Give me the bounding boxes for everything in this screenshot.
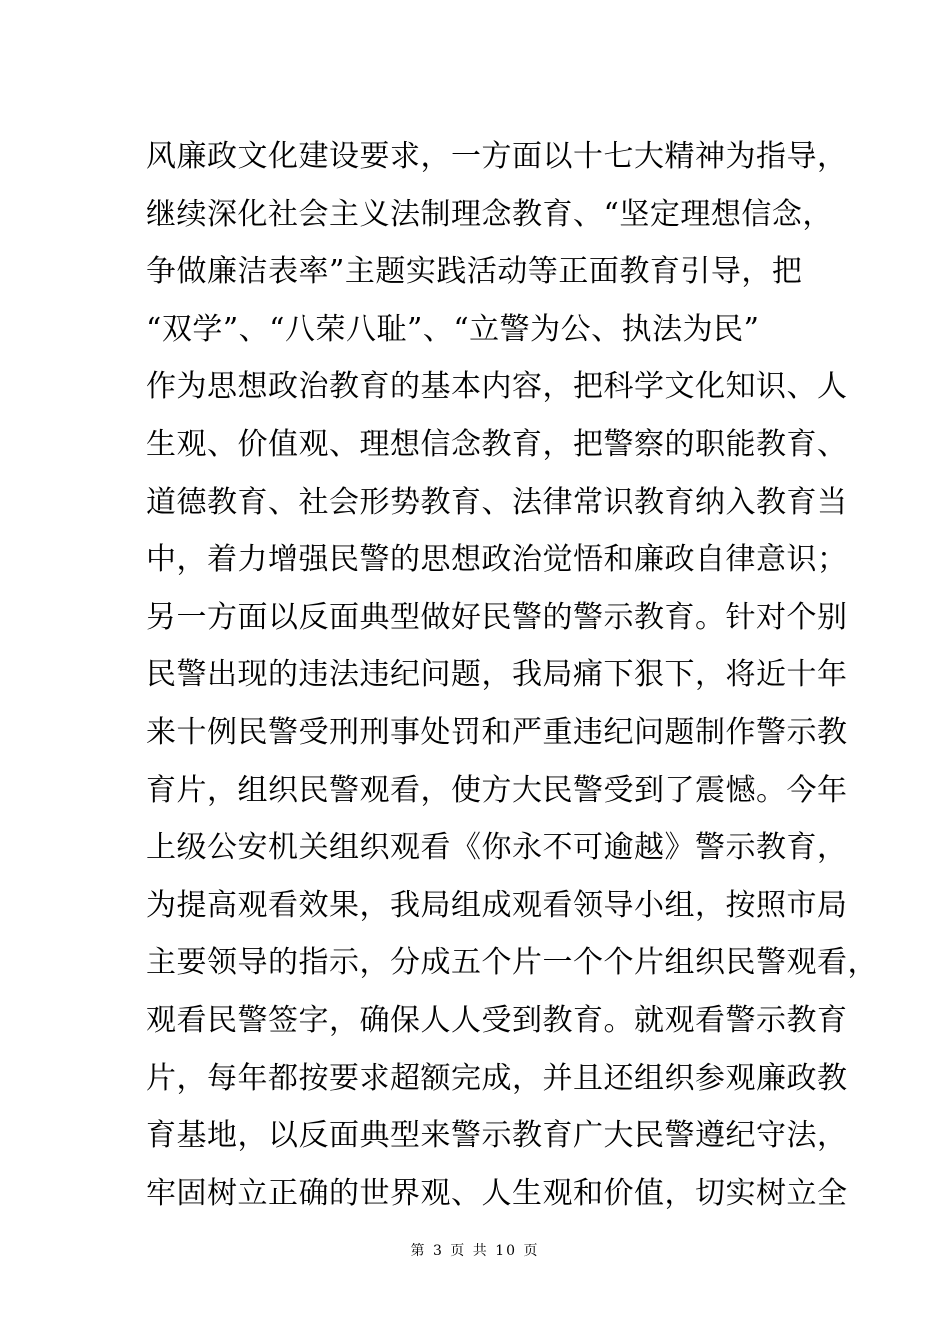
text-line: 民警出现的违法违纪问题，我局痛下狠下，将近十年 bbox=[146, 657, 848, 693]
text-line: 中，着力增强民警的思想政治觉悟和廉政自律意识； bbox=[146, 542, 848, 578]
text-line: 育片，组织民警观看，使方大民警受到了震憾。今年 bbox=[146, 772, 848, 808]
body-text bbox=[146, 128, 878, 1222]
text-line: 片，每年都按要求超额完成，并且还组织参观廉政教 bbox=[146, 1060, 848, 1096]
text-line: 观看民警签字，确保人人受到教育。就观看警示教育 bbox=[146, 1002, 848, 1038]
text-line: 生观、价值观、理想信念教育，把警察的职能教育、 bbox=[146, 426, 848, 462]
text-line: 争做廉洁表率”主题实践活动等正面教育引导，把 bbox=[146, 254, 803, 290]
text-line: 继续深化社会主义法制理念教育、“坚定理想信念， bbox=[146, 196, 833, 232]
page-number-footer: 第 3 页 共 10 页 bbox=[410, 1243, 540, 1259]
text-line: 育基地，以反面典型来警示教育广大民警遵纪守法， bbox=[146, 1118, 848, 1154]
text-line: 主要领导的指示，分成五个片一个个片组织民警观看， bbox=[146, 945, 878, 981]
text-line: 来十例民警受刑刑事处罚和严重违纪问题制作警示教 bbox=[146, 714, 848, 750]
text-line: 上级公安机关组织观看《你永不可逾越》警示教育， bbox=[146, 830, 848, 866]
text-line: 作为思想政治教育的基本内容，把科学文化知识、人 bbox=[146, 369, 848, 405]
text-line: 风廉政文化建设要求，一方面以十七大精神为指导， bbox=[146, 139, 848, 174]
text-line: 为提高观看效果，我局组成观看领导小组，按照市局 bbox=[146, 887, 848, 923]
text-line: 另一方面以反面典型做好民警的警示教育。针对个别 bbox=[146, 599, 848, 635]
text-line: “双学”、“八荣八耻”、“立警为公、执法为民” bbox=[146, 311, 760, 347]
text-line: 道德教育、社会形势教育、法律常识教育纳入教育当 bbox=[146, 484, 848, 520]
text-line: 牢固树立正确的世界观、人生观和价值，切实树立全 bbox=[146, 1175, 848, 1211]
